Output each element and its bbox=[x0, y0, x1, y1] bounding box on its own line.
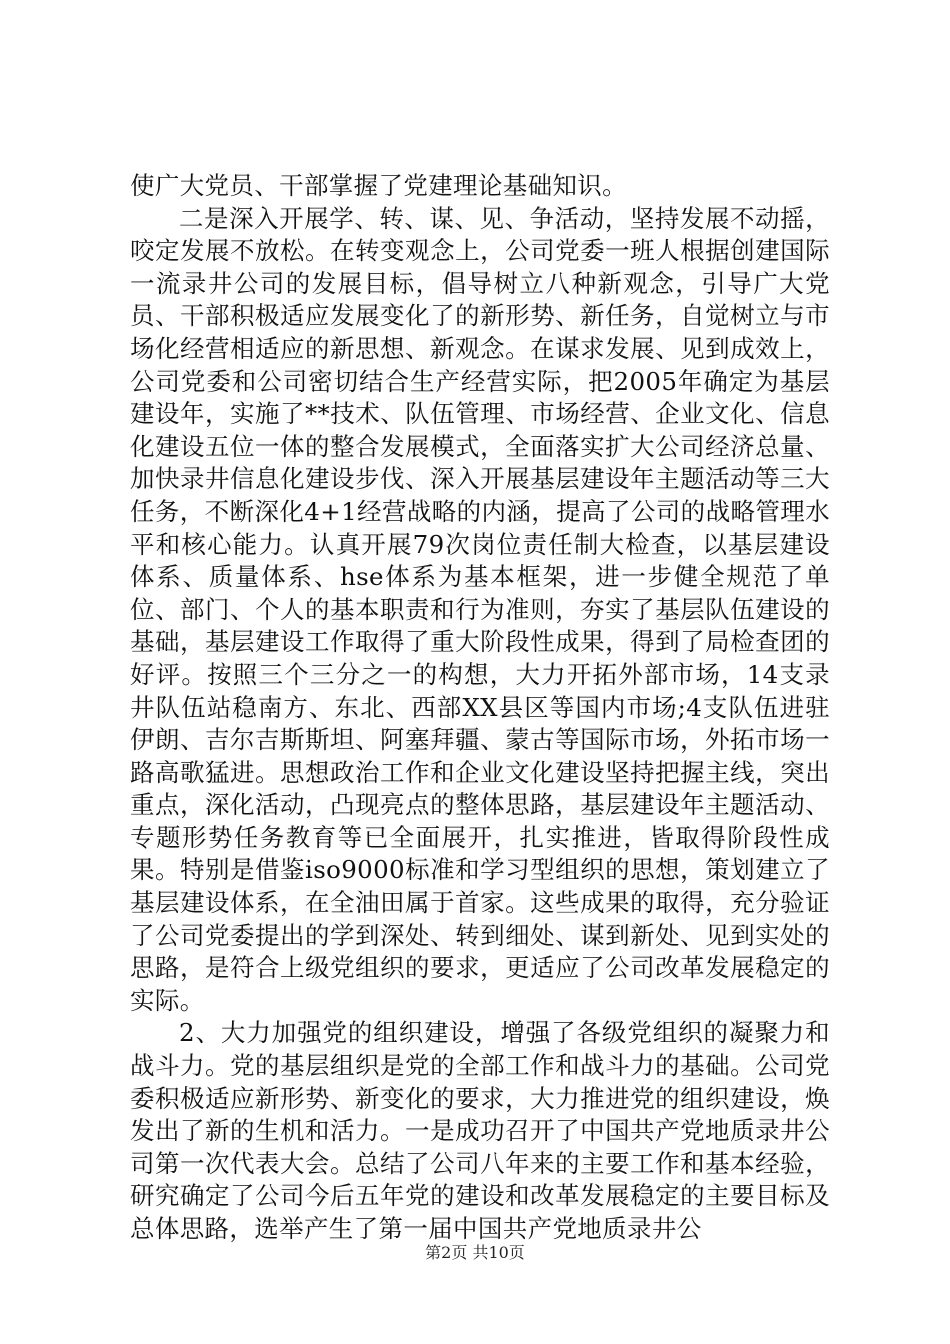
document-body bbox=[130, 170, 830, 1246]
paragraph-3: 2、大力加强党的组织建设，增强了各级党组织的凝聚力和战斗力。党的基层组织是党的全部工作和战斗力的基础。公司党委积极适应新形势、新变化的要求，大力推进党的组织建设，焕发出了新的生机和活力。一是成功召开了中国共产党地质录井公司第一次代表大会。总结了公司八年来的主要工作和基本经验，研究确定了公司今后五年党的建设和改革发展稳定的主要目标及总体思路，选举产生了第一届中国共产党地质录井公 bbox=[130, 1018, 830, 1243]
paragraph-2: 二是深入开展学、转、谋、见、争活动，坚持发展不动摇，咬定发展不放松。在转变观念上，公司党委一班人根据创建国际一流录井公司的发展目标，倡导树立八种新观念，引导广大党员、干部积极适应发展变化了的新形势、新任务，自觉树立与市场化经营相适应的新思想、新观念。在谋求发展、见到成效上，公司党委和公司密切结合生产经营实际，把2005年确定为基层建设年，实施了**技术、队伍管理、市场经营、企业文化、信息化建设五位一体的整合发展模式，全面落实扩大公司经济总量、加快录井信息化建设步伐、深入开展基层建设年主题活动等三大任务，不断深化4+1经营战略的内涵，提高了公司的战略管理水平和核心能力。认真开展79次岗位责任制大检查，以基层建设体系、质量体系、hse体系为基本框架，进一步健全规范了单位、部门、个人的基本职责和行为准则，夯实了基层队伍建设的基础，基层建设工作取得了重大阶段性成果，得到了局检查团的好评。按照三个三分之一的构想，大力开拓外部市场，14支录井队伍站稳南方、东北、西部XX县区等国内市场;4支队伍进驻伊朗、吉尔吉斯斯坦、阿塞拜疆、蒙古等国际市场，外拓市场一路高歌猛进。思想政治工作和企业文化建设坚持把握主线，突出重点，深化活动，凸现亮点的整体思路，基层建设年主题活动、专题形势任务教育等已全面展开，扎实推进，皆取得阶段性成果。特别是借鉴iso9000标准和学习型组织的思想，策划建立了基层建设体系，在全油田属于首家。这些成果的取得，充分验证了公司党委提出的学到深处、转到细处、谋到新处、见到实处的思路，是符合上级党组织的要求，更适应了公司改革发展稳定的实际。 bbox=[130, 203, 830, 1015]
page-number-footer: 第2页 共10页 bbox=[425, 1243, 525, 1262]
paragraph-1: 使广大党员、干部掌握了党建理论基础知识。 bbox=[130, 171, 627, 200]
